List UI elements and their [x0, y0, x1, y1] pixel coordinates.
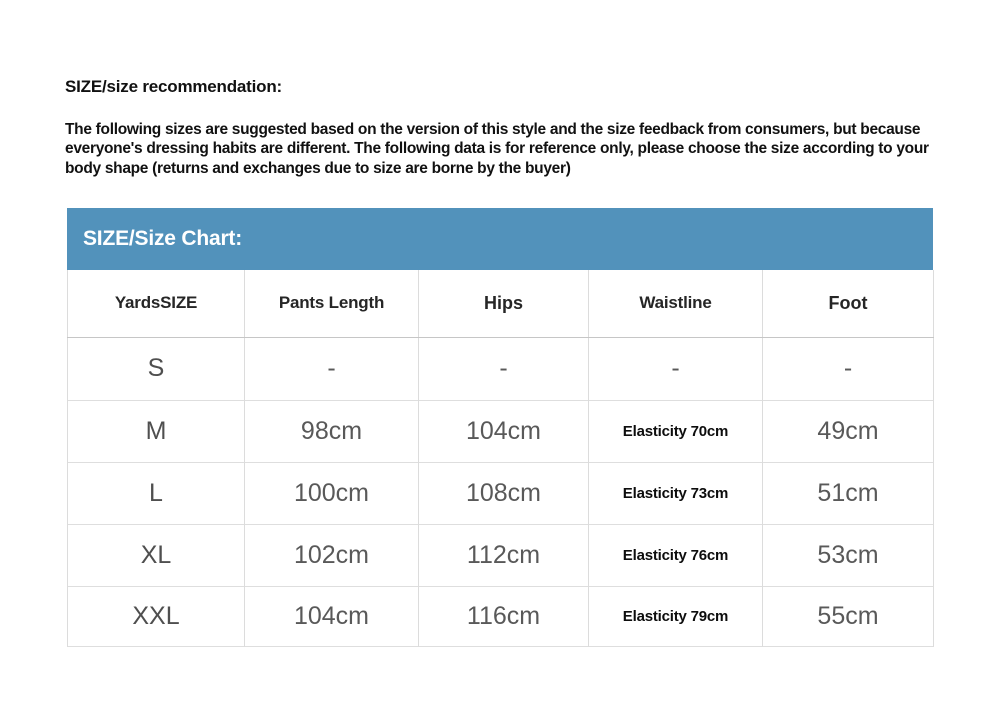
waistline-value: - — [589, 337, 763, 400]
col-header-yards-size: YardsSIZE — [68, 270, 245, 337]
hips-value: 104cm — [419, 400, 589, 462]
foot-value: 53cm — [763, 524, 934, 586]
hips-value: 112cm — [419, 524, 589, 586]
hips-value: 108cm — [419, 462, 589, 524]
waistline-value: Elasticity 76cm — [589, 524, 763, 586]
foot-value: 51cm — [763, 462, 934, 524]
table-row-l — [68, 462, 934, 524]
waistline-value: Elasticity 79cm — [589, 586, 763, 646]
foot-value: 49cm — [763, 400, 934, 462]
size-label: S — [68, 337, 245, 400]
waistline-value: Elasticity 73cm — [589, 462, 763, 524]
size-label: XL — [68, 524, 245, 586]
table-row-s — [68, 337, 934, 400]
table-row-xxl — [68, 586, 934, 646]
size-table — [67, 270, 934, 647]
size-disclaimer-text: The following sizes are suggested based on the version of this style and the size feedback from consumers, but because everyone's dressing habits are different. The following data is for reference only, please choose the size according to your body shape (returns and exchanges due to size are borne by the buyer) — [65, 121, 929, 177]
col-header-hips: Hips — [419, 270, 589, 337]
size-recommendation-heading: SIZE/size recommendation: — [65, 77, 282, 96]
pants-length-value: 102cm — [245, 524, 419, 586]
size-table-header-row — [68, 270, 934, 337]
col-header-pants-length: Pants Length — [245, 270, 419, 337]
col-header-waistline: Waistline — [589, 270, 763, 337]
foot-value: 55cm — [763, 586, 934, 646]
pants-length-value: 104cm — [245, 586, 419, 646]
size-label: L — [68, 462, 245, 524]
hips-value: 116cm — [419, 586, 589, 646]
waistline-value: Elasticity 70cm — [589, 400, 763, 462]
table-row-m — [68, 400, 934, 462]
col-header-foot: Foot — [763, 270, 934, 337]
size-chart-title-bar — [67, 208, 933, 270]
pants-length-value: - — [245, 337, 419, 400]
pants-length-value: 98cm — [245, 400, 419, 462]
hips-value: - — [419, 337, 589, 400]
size-chart-title: SIZE/Size Chart: — [83, 227, 242, 250]
size-label: M — [68, 400, 245, 462]
pants-length-value: 100cm — [245, 462, 419, 524]
size-label: XXL — [68, 586, 245, 646]
foot-value: - — [763, 337, 934, 400]
table-row-xl — [68, 524, 934, 586]
